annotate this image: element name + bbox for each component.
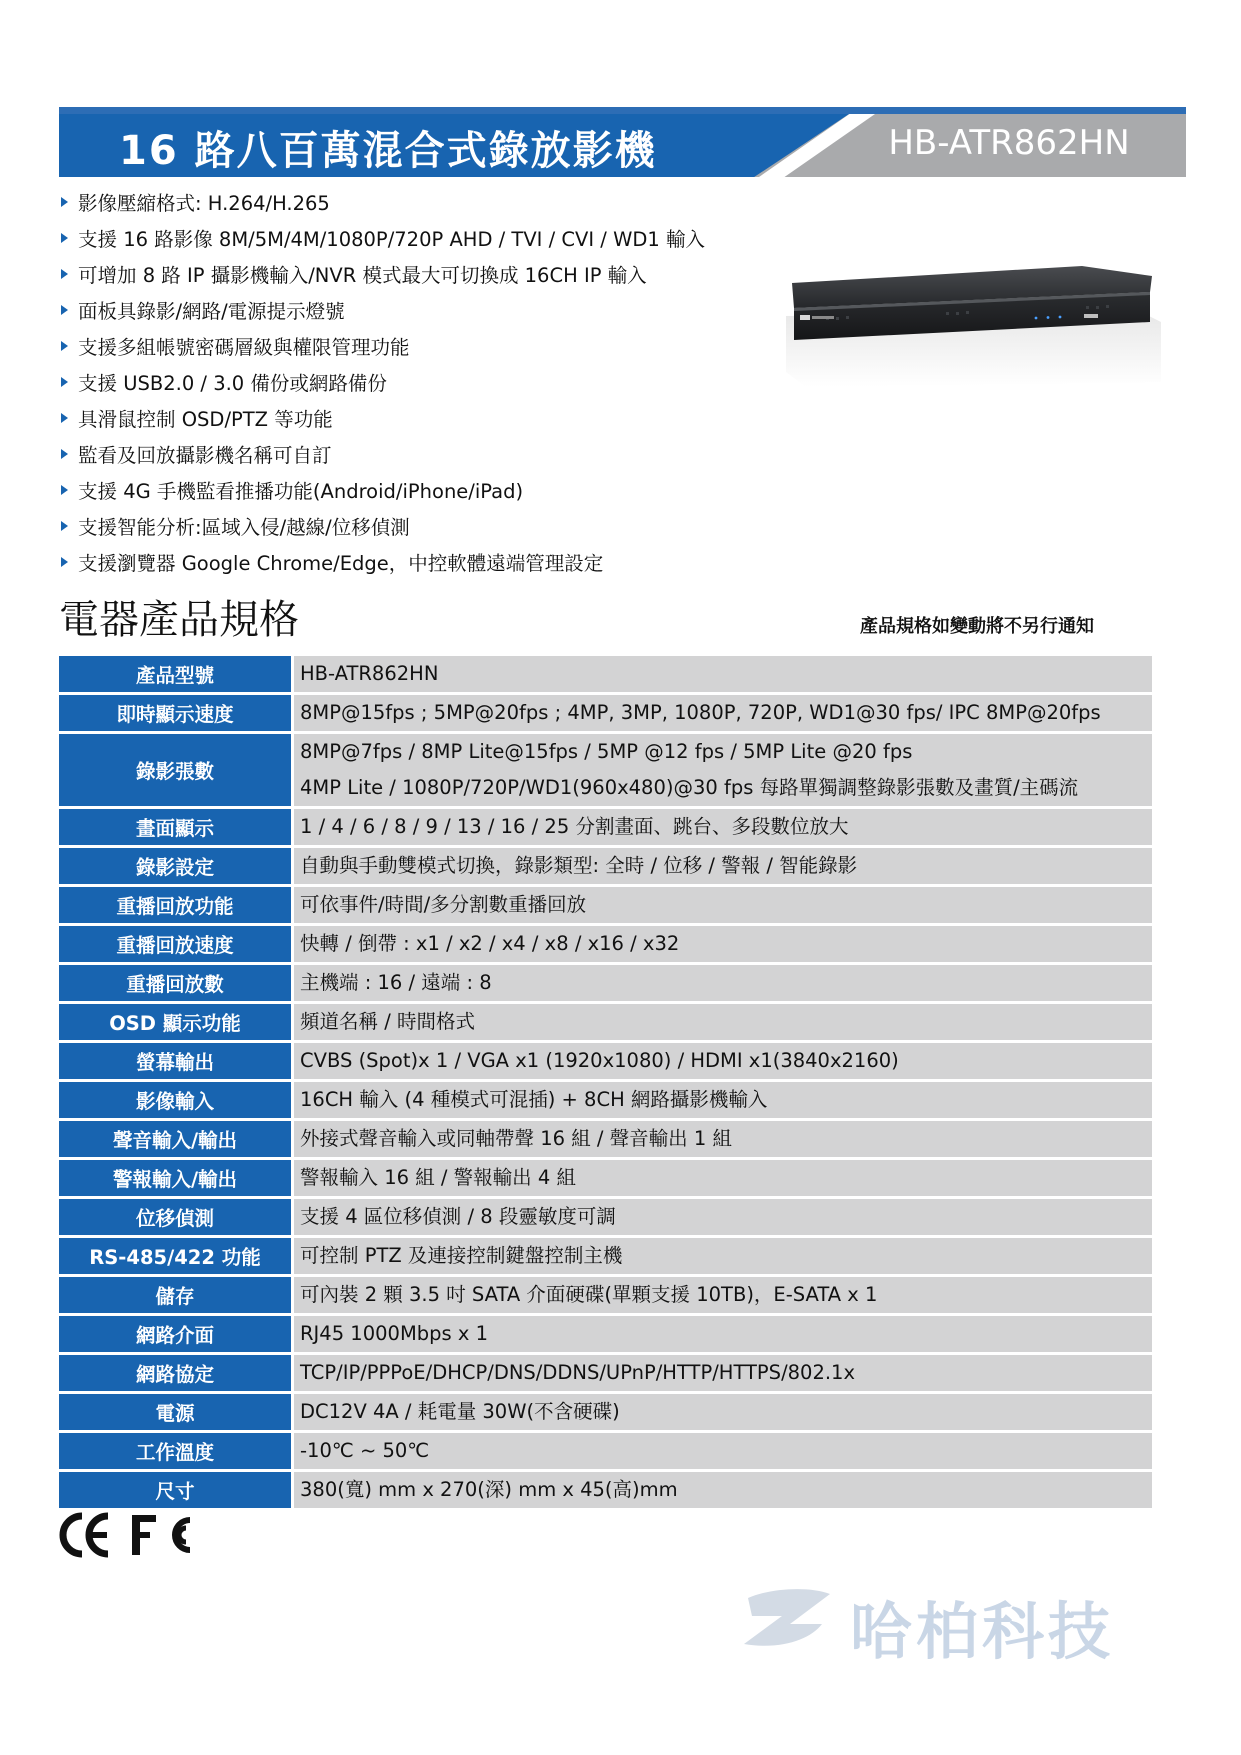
- spec-label: 網路協定: [59, 1355, 294, 1391]
- z-swoosh-icon: [730, 1580, 840, 1660]
- spec-value: [294, 1394, 1152, 1430]
- triangle-bullet-icon: [61, 305, 68, 315]
- spec-label: 工作溫度: [59, 1433, 294, 1469]
- table-row: [59, 1121, 1152, 1157]
- spec-label: 螢幕輸出: [59, 1043, 294, 1079]
- table-row: [59, 1316, 1152, 1352]
- spec-value-line: 支援 4 區位移偵測 / 8 段靈敏度可調: [300, 1205, 616, 1228]
- spec-value-line: 可控制 PTZ 及連接控制鍵盤控制主機: [300, 1244, 623, 1267]
- table-row: [59, 656, 1152, 692]
- spec-label: 重播回放速度: [59, 926, 294, 962]
- feature-text: 支援 USB2.0 / 3.0 備份或網路備份: [78, 372, 387, 395]
- spec-value-line: 快轉 / 倒帶 : x1 / x2 / x4 / x8 / x16 / x32: [300, 932, 680, 955]
- spec-value-line: 外接式聲音輸入或同軸帶聲 16 組 / 聲音輸出 1 組: [300, 1127, 732, 1150]
- triangle-bullet-icon: [61, 269, 68, 279]
- feature-item: [59, 220, 705, 256]
- spec-value: [294, 1238, 1152, 1274]
- spec-value: [294, 695, 1152, 731]
- spec-change-notice: 產品規格如變動將不另行通知: [860, 616, 1094, 637]
- spec-value-line: 可內裝 2 顆 3.5 吋 SATA 介面硬碟(單顆支援 10TB)，E-SATA x 1: [300, 1283, 878, 1306]
- feature-text: 面板具錄影/網路/電源提示燈號: [78, 300, 345, 323]
- table-row: [59, 926, 1152, 962]
- table-row: [59, 1355, 1152, 1391]
- feature-item: [59, 184, 705, 220]
- spec-value: [294, 656, 1152, 692]
- table-row: [59, 1082, 1152, 1118]
- spec-label: 位移偵測: [59, 1199, 294, 1235]
- spec-value-line: DC12V 4A / 耗電量 30W(不含硬碟): [300, 1400, 620, 1423]
- spec-table: [59, 653, 1152, 1511]
- spec-value-line: CVBS (Spot)x 1 / VGA x1 (1920x1080) / HDMI x1(3840x2160): [300, 1049, 899, 1072]
- spec-value: [294, 1082, 1152, 1118]
- triangle-bullet-icon: [61, 521, 68, 531]
- feature-text: 具滑鼠控制 OSD/PTZ 等功能: [78, 408, 333, 431]
- table-row: [59, 848, 1152, 884]
- company-logo-text: 哈柏科技: [850, 1595, 1115, 1668]
- table-row: [59, 1004, 1152, 1040]
- spec-value: [294, 809, 1152, 845]
- feature-text: 支援 4G 手機監看推播功能(Android/iPhone/iPad): [78, 480, 524, 503]
- spec-label: 即時顯示速度: [59, 695, 294, 731]
- spec-label: 產品型號: [59, 656, 294, 692]
- spec-label: 尺寸: [59, 1472, 294, 1508]
- spec-value-line: 可依事件/時間/多分割數重播回放: [300, 893, 587, 916]
- spec-value-line: HB-ATR862HN: [300, 662, 439, 685]
- spec-value-line: 1 / 4 / 6 / 8 / 9 / 13 / 16 / 25 分割畫面、跳台、多段數位放大: [300, 815, 849, 838]
- feature-text: 影像壓縮格式: H.264/H.265: [78, 192, 330, 215]
- spec-value-line: 4MP Lite / 1080P/720P/WD1(960x480)@30 fps 每路單獨調整錄影張數及畫質/主碼流: [300, 776, 1079, 799]
- feature-text: 支援瀏覽器 Google Chrome/Edge，中控軟體遠端管理設定: [78, 552, 604, 575]
- spec-label: 聲音輸入/輸出: [59, 1121, 294, 1157]
- spec-value: [294, 848, 1152, 884]
- spec-label: 重播回放功能: [59, 887, 294, 923]
- spec-label: 畫面顯示: [59, 809, 294, 845]
- table-row: [59, 809, 1152, 845]
- spec-label: RS-485/422 功能: [59, 1238, 294, 1274]
- spec-value: [294, 1316, 1152, 1352]
- spec-value-line: 16CH 輸入 (4 種模式可混插) + 8CH 網路攝影機輸入: [300, 1088, 768, 1111]
- feature-item: [59, 328, 705, 364]
- spec-section-title: 電器產品規格: [59, 597, 299, 643]
- spec-value-line: 8MP@15fps ; 5MP@20fps ; 4MP, 3MP, 1080P, 720P, WD1@30 fps/ IPC 8MP@20fps: [300, 701, 1101, 724]
- feature-item: [59, 292, 705, 328]
- product-title: 16 路八百萬混合式錄放影機: [119, 128, 657, 174]
- feature-item: [59, 364, 705, 400]
- table-row: [59, 695, 1152, 731]
- spec-label: 電源: [59, 1394, 294, 1430]
- feature-text: 支援智能分析:區域入侵/越線/位移偵測: [78, 516, 410, 539]
- spec-value-line: 380(寬) mm x 270(深) mm x 45(高)mm: [300, 1478, 678, 1501]
- feature-list: [59, 184, 705, 580]
- spec-value-line: 主機端 : 16 / 遠端 : 8: [300, 971, 492, 994]
- header-banner: [59, 107, 1186, 177]
- spec-label: 錄影張數: [59, 734, 294, 806]
- triangle-bullet-icon: [61, 413, 68, 423]
- table-row: [59, 734, 1152, 806]
- spec-value: [294, 1277, 1152, 1313]
- table-row: [59, 965, 1152, 1001]
- spec-value: [294, 965, 1152, 1001]
- spec-label: 網路介面: [59, 1316, 294, 1352]
- spec-value: [294, 1199, 1152, 1235]
- spec-value-line: 警報輸入 16 組 / 警報輸出 4 組: [300, 1166, 576, 1189]
- spec-value-line: 8MP@7fps / 8MP Lite@15fps / 5MP @12 fps / 5MP Lite @20 fps: [300, 740, 913, 763]
- spec-label: 影像輸入: [59, 1082, 294, 1118]
- spec-value: [294, 1355, 1152, 1391]
- banner-top-line: [59, 107, 1186, 114]
- company-logo: [730, 1580, 1170, 1668]
- ce-fcc-certification-icon: [58, 1510, 203, 1560]
- product-model: HB-ATR862HN: [888, 123, 1130, 163]
- spec-value: [294, 926, 1152, 962]
- spec-value-line: 頻道名稱 / 時間格式: [300, 1010, 475, 1033]
- feature-text: 支援多組帳號密碼層級與權限管理功能: [78, 336, 410, 359]
- table-row: [59, 887, 1152, 923]
- spec-value: [294, 734, 1152, 806]
- spec-value: [294, 1472, 1152, 1508]
- spec-value: [294, 1160, 1152, 1196]
- table-row: [59, 1394, 1152, 1430]
- feature-text: 支援 16 路影像 8M/5M/4M/1080P/720P AHD / TVI / CVI / WD1 輸入: [78, 228, 705, 251]
- feature-item: [59, 544, 705, 580]
- spec-label: OSD 顯示功能: [59, 1004, 294, 1040]
- feature-item: [59, 400, 705, 436]
- triangle-bullet-icon: [61, 449, 68, 459]
- spec-value-line: 自動與手動雙模式切換，錄影類型: 全時 / 位移 / 警報 / 智能錄影: [300, 854, 858, 877]
- triangle-bullet-icon: [61, 341, 68, 351]
- table-row: [59, 1472, 1152, 1508]
- triangle-bullet-icon: [61, 557, 68, 567]
- table-row: [59, 1160, 1152, 1196]
- table-row: [59, 1433, 1152, 1469]
- spec-value: [294, 1121, 1152, 1157]
- spec-value: [294, 1043, 1152, 1079]
- triangle-bullet-icon: [61, 197, 68, 207]
- spec-label: 重播回放數: [59, 965, 294, 1001]
- triangle-bullet-icon: [61, 485, 68, 495]
- spec-value: [294, 1004, 1152, 1040]
- table-row: [59, 1238, 1152, 1274]
- spec-label: 警報輸入/輸出: [59, 1160, 294, 1196]
- feature-item: [59, 256, 705, 292]
- spec-value: [294, 1433, 1152, 1469]
- spec-label: 錄影設定: [59, 848, 294, 884]
- dvr-product-image: [786, 262, 1166, 442]
- spec-value-line: RJ45 1000Mbps x 1: [300, 1322, 489, 1345]
- feature-text: 可增加 8 路 IP 攝影機輸入/NVR 模式最大可切換成 16CH IP 輸入: [78, 264, 647, 287]
- feature-item: [59, 436, 705, 472]
- feature-text: 監看及回放攝影機名稱可自訂: [78, 444, 332, 467]
- spec-value-line: TCP/IP/PPPoE/DHCP/DNS/DDNS/UPnP/HTTP/HTTPS/802.1x: [300, 1361, 855, 1384]
- feature-item: [59, 472, 705, 508]
- spec-value-line: -10℃ ~ 50℃: [300, 1439, 430, 1462]
- feature-item: [59, 508, 705, 544]
- triangle-bullet-icon: [61, 377, 68, 387]
- spec-label: 儲存: [59, 1277, 294, 1313]
- table-row: [59, 1277, 1152, 1313]
- spec-value: [294, 887, 1152, 923]
- triangle-bullet-icon: [61, 233, 68, 243]
- table-row: [59, 1043, 1152, 1079]
- table-row: [59, 1199, 1152, 1235]
